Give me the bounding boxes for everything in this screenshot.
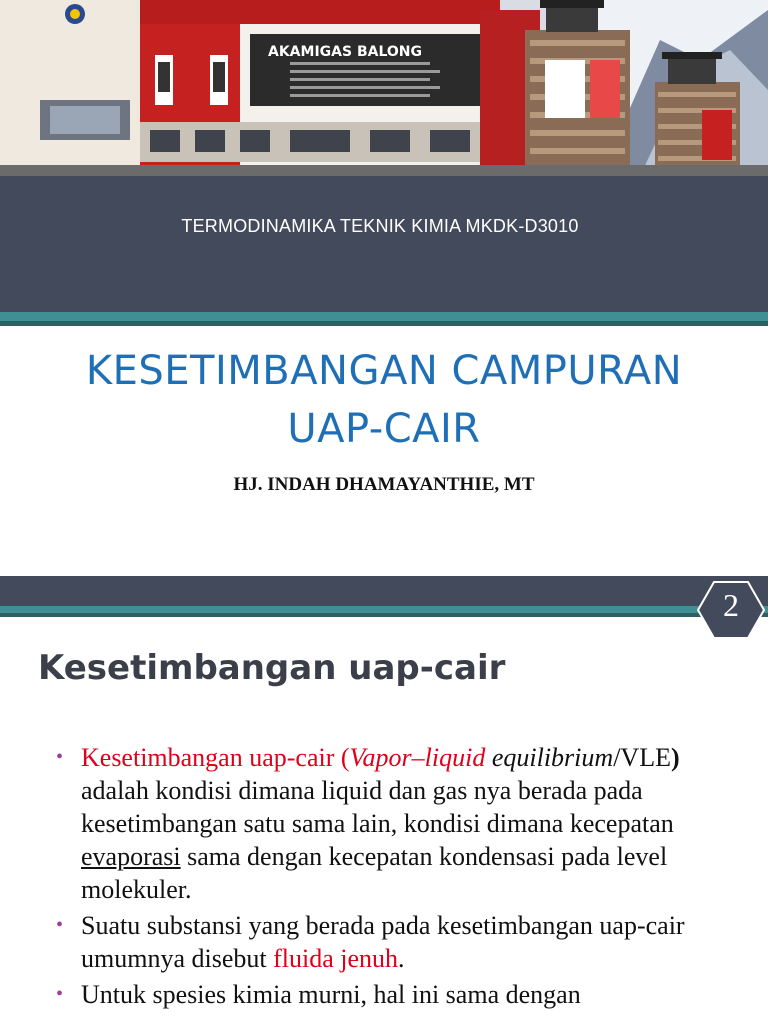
- building-sign-text: AKAMIGAS BALONG: [268, 44, 422, 60]
- slide-title-line-2: UAP-CAIR: [287, 406, 481, 452]
- dark-stripe: [0, 613, 768, 617]
- content-slide: [0, 576, 768, 1024]
- dark-stripe: [0, 321, 768, 326]
- slide-title-line-1: KESETIMBANGAN CAMPURAN: [85, 348, 683, 394]
- course-banner: [0, 176, 768, 312]
- author-name: HJ. INDAH DHAMAYANTHIE, MT: [233, 474, 535, 495]
- bullet-dot-icon: •: [56, 914, 64, 936]
- campus-building-photo: [0, 0, 768, 176]
- list-item: • Kesetimbangan uap-cair (Vapor–liquid equilibrium/VLE) adalah kondisi dimana liquid dan gas nya berada pada kesetimbangan satu sama lain, kondisi dimana kecepatan evaporasi sama dengan kecepatan kondensasi pada level molekuler.: [56, 743, 680, 904]
- bullet-list: [56, 741, 736, 1014]
- bullet-dot-icon: •: [56, 746, 64, 768]
- bullet-dot-icon: •: [56, 983, 64, 1005]
- page-number: 2: [723, 587, 739, 623]
- teal-stripe: [0, 606, 768, 613]
- course-code: TERMODINAMIKA TEKNIK KIMIA MKDK-D3010: [181, 216, 579, 236]
- teal-stripe: [0, 312, 768, 321]
- list-item: • Untuk spesies kimia murni, hal ini sama dengan: [56, 980, 581, 1009]
- list-item: • Suatu substansi yang berada pada kesetimbangan uap-cair umumnya disebut fluida jenuh.: [56, 911, 685, 973]
- slide-heading: Kesetimbangan uap-cair: [38, 648, 506, 688]
- header-band: [0, 576, 768, 606]
